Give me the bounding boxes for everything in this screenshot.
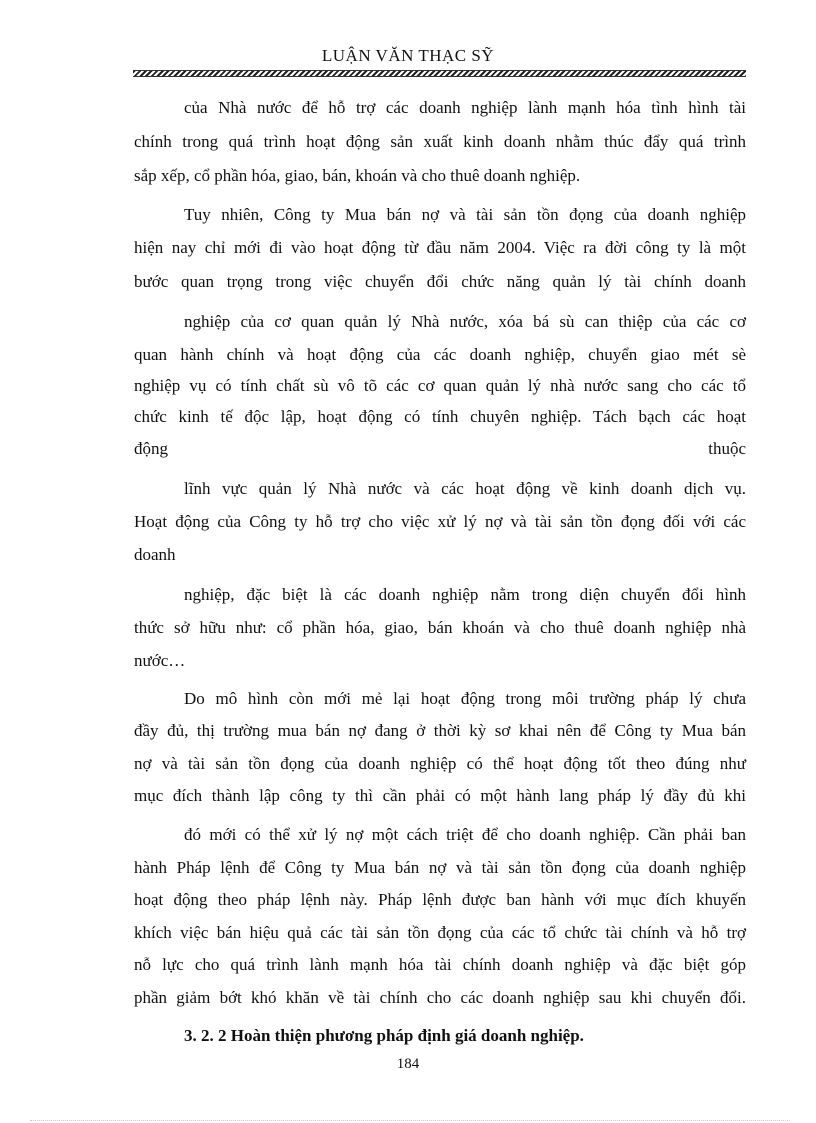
text-line: đầy đủ, thị trường mua bán nợ đang ở thời kỳ sơ khai nên để Công ty Mua bán [134, 721, 746, 740]
text-line: thức sở hữu như: cổ phần hóa, giao, bán khoán và cho thuê doanh nghiệp nhà [134, 618, 746, 637]
text-line: hành Pháp lệnh để Công ty Mua bán nợ và tài sản tồn đọng của doanh nghiệp [134, 858, 746, 877]
text-line: lĩnh vực quản lý Nhà nước và các hoạt động về kinh doanh dịch vụ. [184, 479, 746, 498]
section-heading: 3. 2. 2 Hoàn thiện phương pháp định giá doanh nghiệp. [184, 1026, 584, 1045]
text-line: hoạt động theo pháp lệnh này. Pháp lệnh được ban hành với mục đích khuyến [134, 890, 746, 909]
text-line: Hoạt động của Công ty hỗ trợ cho việc xử lý nợ và tài sản tồn đọng đối với các [134, 512, 746, 531]
text-line: đó mới có thể xử lý nợ một cách triệt để cho doanh nghiệp. Cần phải ban [184, 825, 746, 844]
text-line: khích việc bán hiệu quả các tài sản tồn đọng của các tổ chức tài chính và hỗ trợ [134, 923, 746, 942]
page-number: 184 [396, 1056, 420, 1072]
running-header: LUẬN VĂN THẠC SỸ [321, 46, 495, 65]
text-line: của Nhà nước để hỗ trợ các doanh nghiệp lành mạnh hóa tình hình tài [184, 98, 746, 117]
text-line: quan hành chính và hoạt động của các doanh nghiệp, chuyển giao mét sè [134, 345, 746, 364]
header-rule [133, 70, 746, 77]
text-line: nghiệp, đặc biệt là các doanh nghiệp nằm trong diện chuyển đổi hình [184, 585, 746, 604]
text-line: bước quan trọng trong việc chuyển đổi chức năng quản lý tài chính doanh [134, 272, 746, 291]
text-line: thuộc [708, 439, 746, 458]
text-line: nước… [134, 651, 186, 670]
text-line: sắp xếp, cổ phần hóa, giao, bán, khoán và cho thuê doanh nghiệp. [134, 166, 581, 185]
text-line: Tuy nhiên, Công ty Mua bán nợ và tài sản tồn đọng của doanh nghiệp [184, 205, 746, 224]
text-line: động [134, 439, 168, 458]
page-bottom-border [30, 1120, 790, 1121]
text-line: nợ và tài sản tồn đọng của doanh nghiệp có thể hoạt động tốt theo đúng như [134, 754, 746, 773]
text-line: nghiệp của cơ quan quản lý Nhà nước, xóa bá sù can thiệp của các cơ [184, 312, 746, 331]
text-line: mục đích thành lập công ty thì cần phải có một hành lang pháp lý đầy đủ khi [134, 786, 746, 805]
text-line: chính trong quá trình hoạt động sản xuất kinh doanh nhằm thúc đẩy quá trình [134, 132, 746, 151]
text-line: chức kinh tế độc lập, hoạt động có tính chuyên nghiệp. Tách bạch các hoạt [134, 407, 746, 426]
text-line: Do mô hình còn mới mẻ lại hoạt động trong môi trường pháp lý chưa [184, 689, 746, 708]
text-line: hiện nay chỉ mới đi vào hoạt động từ đầu năm 2004. Việc ra đời công ty là một [134, 238, 746, 257]
text-line: nghiệp vụ có tính chất sù vô tõ các cơ quan quản lý nhà nước sang cho các tổ [134, 376, 746, 395]
text-line: nỗ lực cho quá trình lành mạnh hóa tài chính doanh nghiệp và đặc biệt góp [134, 955, 746, 974]
text-line: doanh [134, 545, 176, 564]
text-line: phần giảm bớt khó khăn về tài chính cho các doanh nghiệp sau khi chuyển đổi. [134, 988, 746, 1007]
